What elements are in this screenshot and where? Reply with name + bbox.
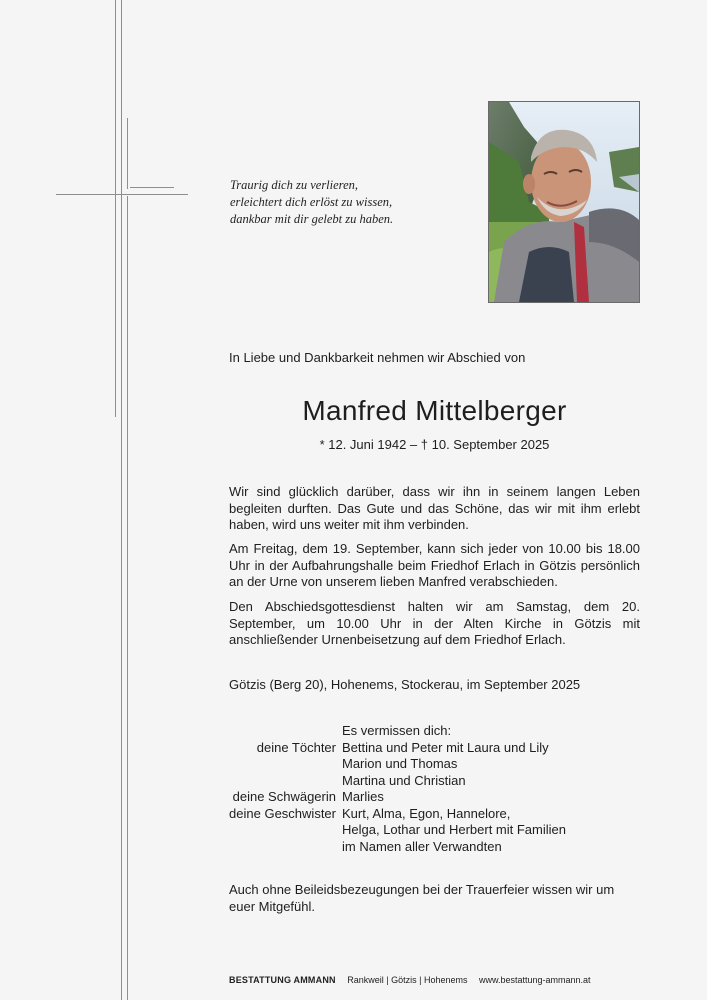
quote-line: Traurig dich zu verlieren,	[230, 178, 359, 192]
quote	[230, 177, 470, 228]
quote-line: dankbar mit dir gelebt zu haben.	[230, 212, 394, 226]
mourner-names: Es vermissen dich:	[342, 723, 452, 738]
quote-line: erleichtert dich erlöst zu wissen,	[230, 195, 393, 209]
portrait-photo	[488, 101, 640, 303]
mourner-relation: deine Schwägerin	[232, 789, 336, 804]
intro-text: In Liebe und Dankbarkeit nehmen wir Abschied von	[229, 350, 526, 365]
mourner-relation: deine Geschwister	[229, 805, 336, 821]
footer	[229, 975, 591, 985]
mourners-list	[200, 723, 566, 855]
mourner-relation: deine Töchter	[256, 739, 336, 755]
footer-website[interactable]: www.bestattung-ammann.at	[479, 975, 591, 985]
mourner-row	[200, 723, 566, 740]
mourner-relation	[200, 822, 342, 839]
mourner-row	[200, 740, 566, 757]
mourner-relation	[200, 723, 342, 740]
mourner-row	[200, 789, 566, 806]
mourner-row	[200, 839, 566, 856]
paragraph: Am Freitag, dem 19. September, kann sich jeder von 10.00 bis 18.00 Uhr in der Aufbahrungshalle beim Friedhof Erlach in Götzis persönlich an der Urne von unserem lieben Manfred verabschieden.	[229, 541, 640, 589]
mourner-names: Marion und Thomas	[342, 756, 458, 771]
mourner-row	[200, 806, 566, 823]
closing-text: Auch ohne Beileidsbezeugungen bei der Trauerfeier wissen wir um euer Mitgefühl.	[229, 882, 615, 914]
footer-brand: BESTATTUNG AMMANN	[229, 975, 336, 985]
mourner-names: Bettina und Peter mit Laura und Lily	[342, 739, 549, 755]
mourner-row	[200, 773, 566, 790]
paragraph: Den Abschiedsgottesdienst halten wir am Samstag, dem 20. September, um 10.00 Uhr in der Alten Kirche in Götzis mit anschließender Urnenbeisetzung auf dem Friedhof Erlach.	[229, 599, 640, 647]
mourner-names: Helga, Lothar und Herbert mit Familien	[342, 822, 566, 837]
deceased-name: Manfred Mittelberger	[302, 395, 567, 426]
mourner-names: Martina und Christian	[342, 772, 466, 788]
mourner-relation	[200, 839, 342, 856]
mourner-row	[200, 756, 566, 773]
footer-locations: Rankweil | Götzis | Hohenems	[347, 975, 468, 985]
mourner-names: im Namen aller Verwandten	[342, 838, 502, 854]
mourner-names: Kurt, Alma, Egon, Hannelore,	[342, 805, 511, 821]
paragraph: Wir sind glücklich darüber, dass wir ihn in seinem langen Leben begleiten durften. Das Gute und das Schöne, das wir mit ihm erlebt haben, wird uns weiter mit ihm verbinden.	[229, 484, 640, 532]
place-date: Götzis (Berg 20), Hohenems, Stockerau, im September 2025	[229, 677, 581, 692]
life-dates: * 12. Juni 1942 – † 10. September 2025	[319, 437, 550, 452]
mourner-relation	[200, 756, 342, 773]
mourner-relation	[200, 773, 342, 790]
mourner-row	[200, 822, 566, 839]
mourner-names: Marlies	[342, 789, 384, 804]
